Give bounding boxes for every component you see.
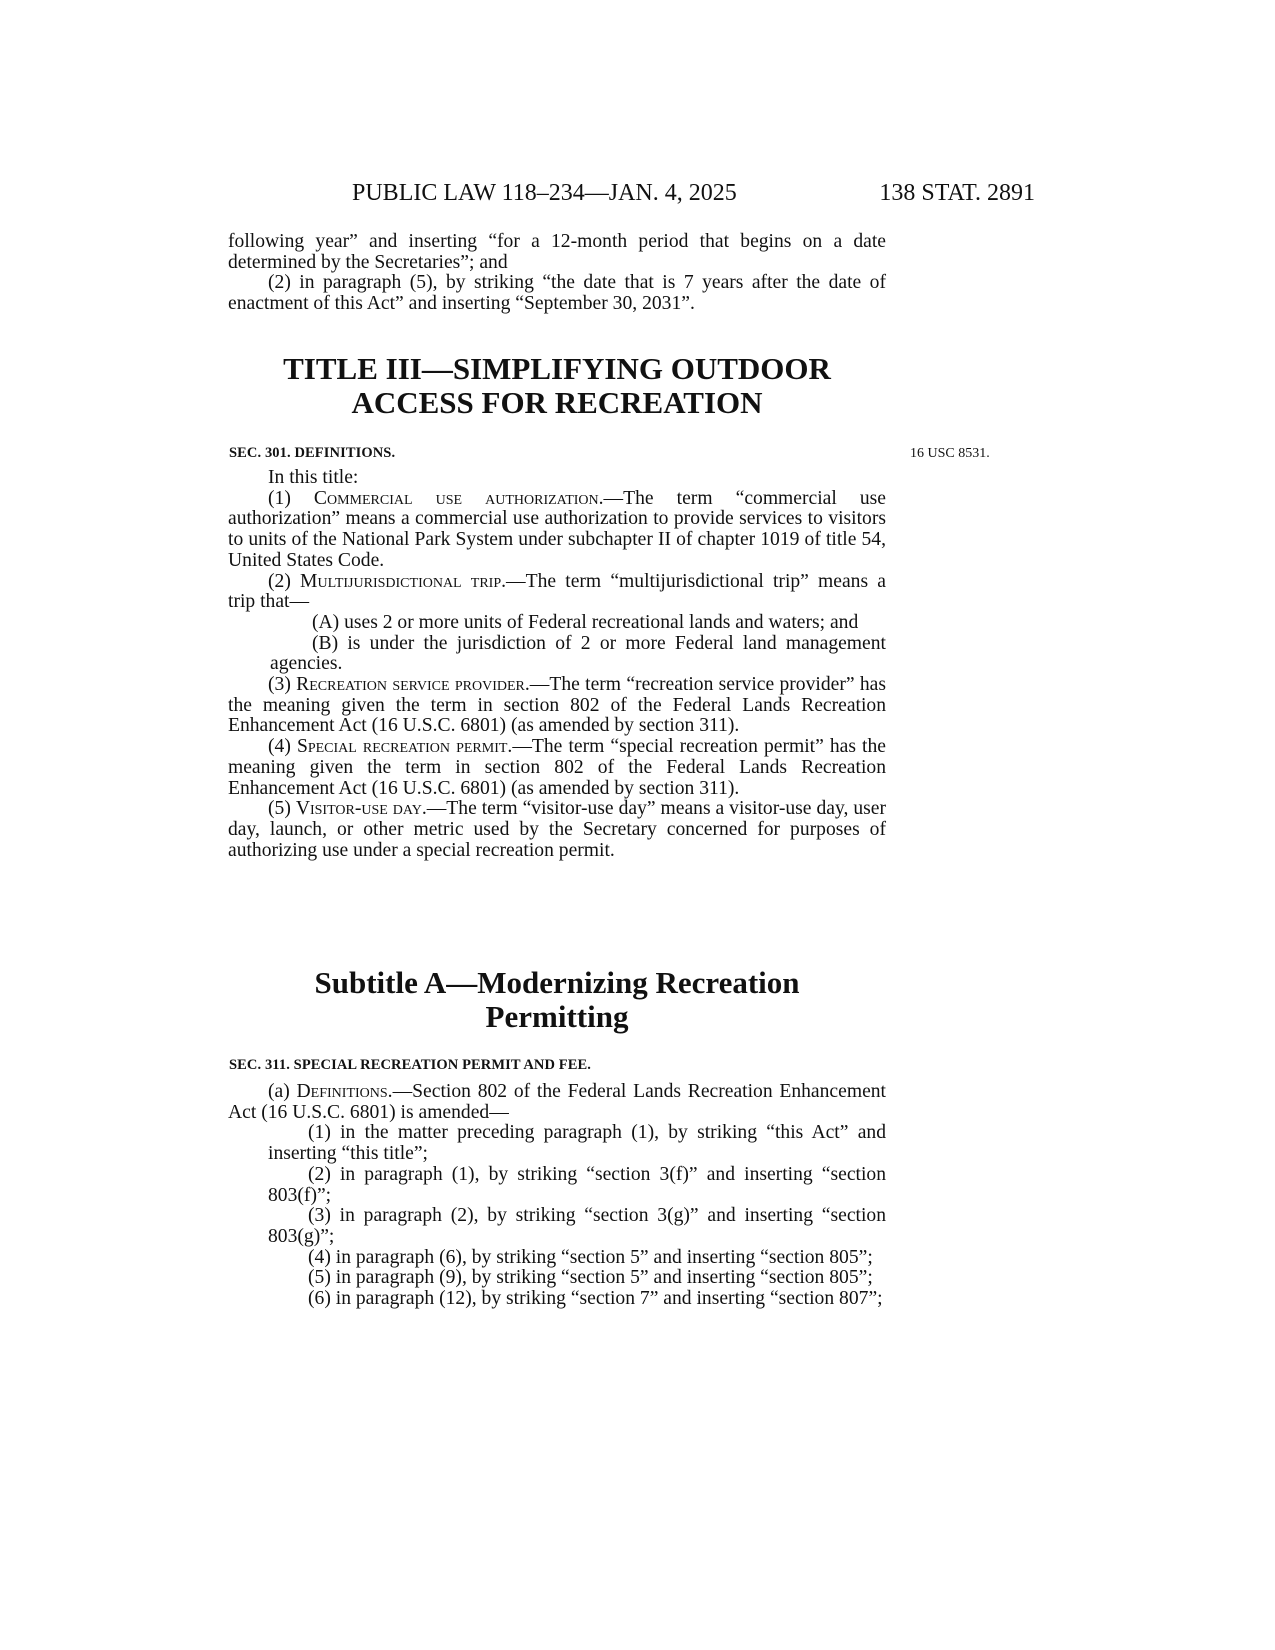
definition-4: (4) Special recreation permit.—The term “special recreation permit” has the meaning given the term in section 802 of the Federal Lands Recreation Enhancement Act (16 U.S.C. 6801) (as amended by section 311). (228, 736, 886, 799)
amendment-item: (4) in paragraph (6), by striking “section 5” and inserting “section 805”; (308, 1246, 873, 1268)
subsection-term: Definitions (296, 1081, 388, 1102)
amendment-item: (6) in paragraph (12), by striking “section 7” and inserting “section 807”; (308, 1288, 883, 1310)
subtitle-line-1: Subtitle A—Modernizing Recreation (314, 965, 800, 1000)
section-301-body (228, 468, 886, 861)
definition-term: Visitor-use day (295, 798, 422, 820)
usc-margin-note: 16 USC 8531. (910, 446, 990, 461)
definition-term: Multijurisdictional trip (300, 570, 502, 592)
definition-2b: (B) is under the jurisdiction of 2 or more Federal land management agencies. (270, 632, 886, 675)
stat-citation: 138 STAT. 2891 (879, 180, 1035, 206)
intro-block (228, 232, 886, 315)
running-header (0, 180, 1275, 212)
definition-2a: (A) uses 2 or more units of Federal recreational lands and waters; and (312, 611, 859, 633)
intro-continuation: following year” and inserting “for a 12-month period that begins on a date determined by the Secretaries”; and (228, 231, 886, 273)
amendment-item: (5) in paragraph (9), by striking “section 5” and inserting “section 805”; (308, 1267, 873, 1289)
section-301-lead: In this title: (268, 467, 359, 488)
definition-term: Recreation service provider (296, 674, 525, 696)
definition-5: (5) Visitor-use day.—The term “visitor-use day” means a visitor-use day, user day, launch, or other metric used by the Secretary concerned for purposes of authorizing use under a special recreation permit. (228, 798, 886, 861)
amendment-item: (2) in paragraph (1), by striking “section 3(f)” and inserting “section 803(f)”; (268, 1163, 886, 1206)
subtitle-line-2: Permitting (485, 999, 629, 1034)
title-heading (228, 352, 886, 420)
subtitle-heading (228, 966, 886, 1034)
amendment-item: (3) in paragraph (2), by striking “section 3(g)” and inserting “section 803(g)”; (268, 1205, 886, 1247)
section-311-heading: SEC. 311. SPECIAL RECREATION PERMIT AND FEE. (229, 1057, 592, 1073)
definition-term: Commercial use authorization (313, 487, 599, 509)
title-line-2: ACCESS FOR RECREATION (351, 385, 763, 420)
definition-3: (3) Recreation service provider.—The term “recreation service provider” has the meaning given the term in section 802 of the Federal Lands Recreation Enhancement Act (16 U.S.C. 6801) (as amended by section 311). (228, 674, 886, 737)
intro-paragraph-2: (2) in paragraph (5), by striking “the date that is 7 years after the date of enactment of this Act” and inserting “September 30, 2031”. (228, 272, 886, 315)
subsection-a: (a) Definitions.—Section 802 of the Federal Lands Recreation Enhancement Act (16 U.S.C. 6801) is amended— (228, 1081, 887, 1123)
title-line-1: TITLE III—SIMPLIFYING OUTDOOR (283, 351, 831, 386)
definition-term: Special recreation permit (296, 736, 508, 758)
definition-1: (1) Commercial use authorization.—The term “commercial use authorization” means a commercial use authorization to provide services to visitors to units of the National Park System under subchapter II of chapter 1019 of title 54, United States Code. (228, 487, 886, 571)
section-301-heading: SEC. 301. DEFINITIONS. (229, 445, 396, 461)
definition-2: (2) Multijurisdictional trip.—The term “multijurisdictional trip” means a trip that— (228, 570, 886, 613)
section-311-body (228, 1082, 886, 1310)
law-citation: PUBLIC LAW 118–234—JAN. 4, 2025 (352, 180, 737, 206)
amendment-item: (1) in the matter preceding paragraph (1), by striking “this Act” and inserting “this title”; (268, 1122, 886, 1165)
